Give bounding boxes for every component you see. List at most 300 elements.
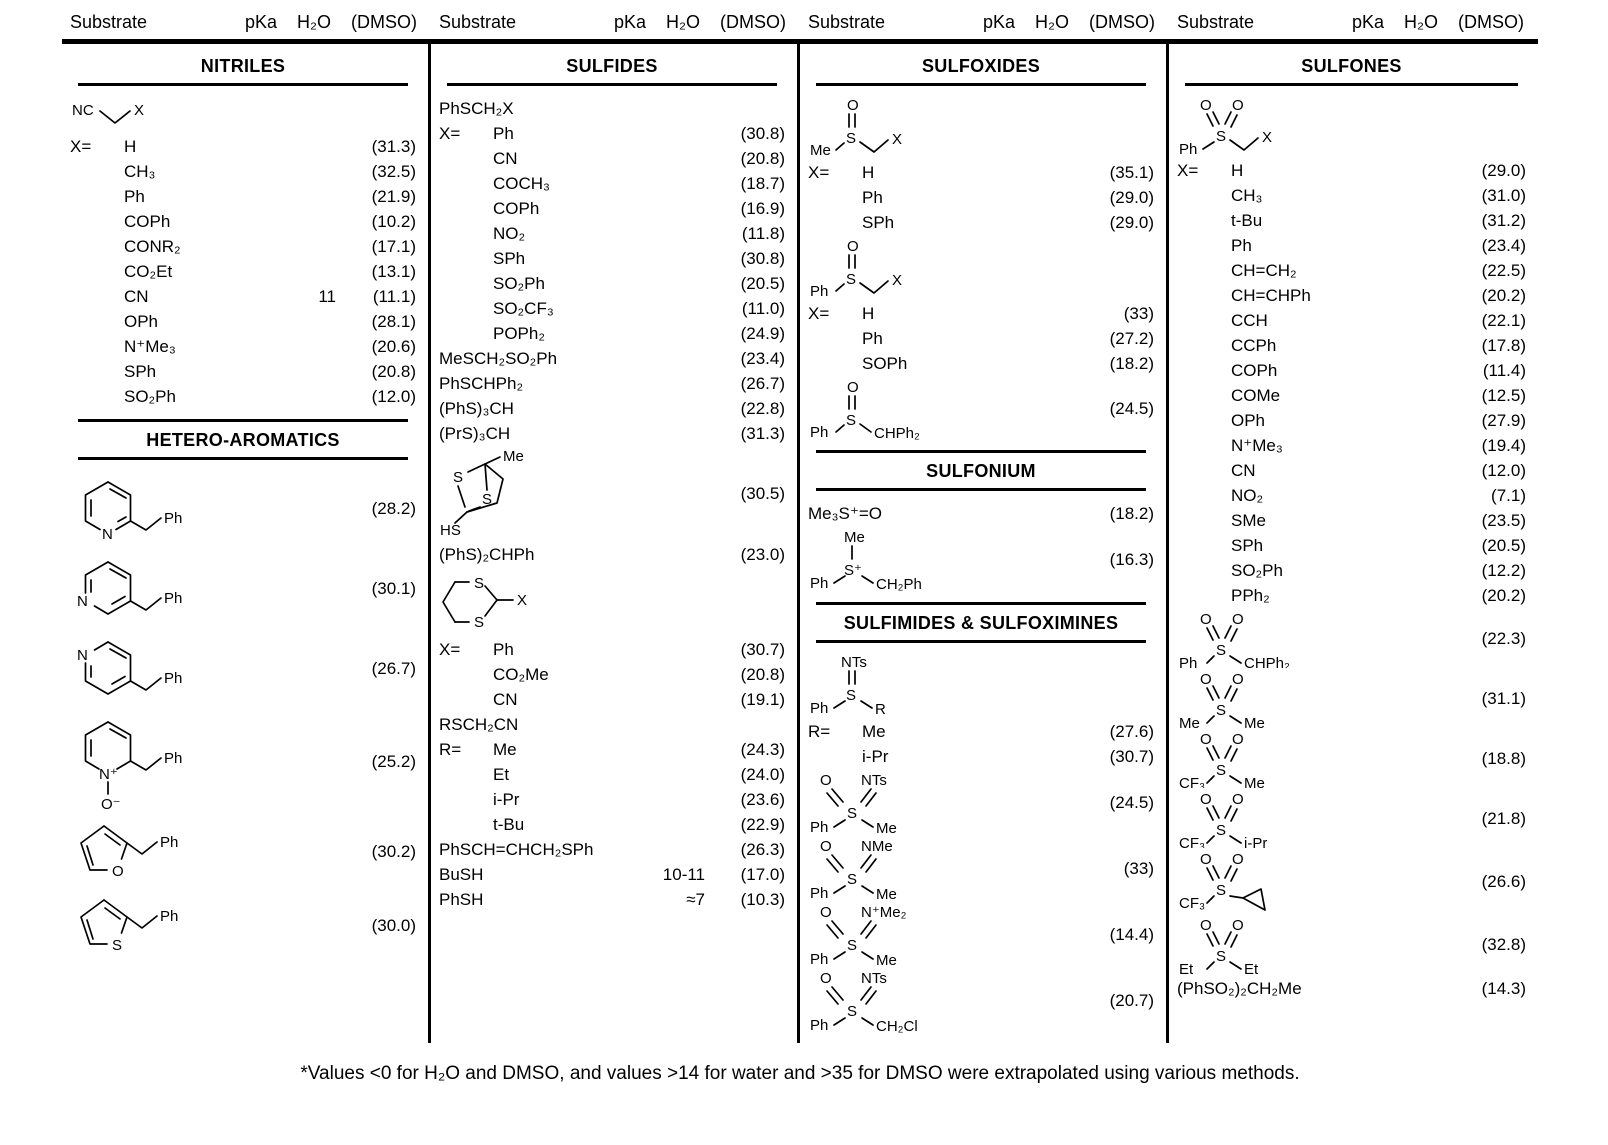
pka-dmso-value: (26.7) bbox=[371, 659, 416, 678]
pyridine-4-benzyl-structure bbox=[70, 630, 220, 708]
pka-dmso-value: (27.9) bbox=[1481, 410, 1526, 430]
bond-line bbox=[1225, 746, 1231, 758]
pka-dmso-value: (20.2) bbox=[1481, 585, 1526, 605]
bond-line bbox=[861, 855, 871, 868]
substrate-header: Substrate bbox=[808, 12, 886, 32]
atom-label: Ph bbox=[810, 283, 829, 299]
section-title: HETERO-AROMATICS bbox=[146, 430, 340, 450]
structure-row bbox=[808, 96, 1154, 158]
atom-label: Me bbox=[503, 448, 524, 465]
section-title: SULFIMIDES & SULFOXIMINES bbox=[843, 613, 1119, 633]
pka-dmso-value: (22.1) bbox=[1481, 310, 1526, 330]
substrate-row bbox=[439, 121, 785, 146]
pka-dmso-value: (24.5) bbox=[1109, 399, 1154, 418]
bond-line bbox=[1213, 686, 1219, 698]
sulfone-structure bbox=[1177, 730, 1367, 788]
structure-row bbox=[808, 969, 1154, 1033]
atom-label: S⁺ bbox=[844, 562, 862, 579]
section-title-rule bbox=[78, 83, 408, 86]
structure-row bbox=[70, 890, 416, 962]
substrate-label: RSCH₂CN bbox=[439, 714, 519, 734]
bond-line bbox=[117, 761, 131, 769]
substrate-row bbox=[808, 351, 1154, 376]
pka-dmso-value: (31.2) bbox=[1481, 210, 1526, 230]
atom-label: X bbox=[134, 102, 145, 119]
atom-label: S bbox=[1216, 948, 1227, 965]
substrate-label: Ph bbox=[862, 187, 883, 207]
substrate-row bbox=[439, 862, 785, 887]
bond-line bbox=[1231, 115, 1237, 127]
pka-dmso-value: (30.7) bbox=[740, 639, 785, 659]
bond-line bbox=[1231, 749, 1237, 761]
bond-line bbox=[1207, 896, 1214, 903]
nitrile-skeleton-structure bbox=[70, 96, 182, 132]
atom-label: Ph bbox=[810, 575, 829, 592]
atom-label: CH₂Ph bbox=[876, 576, 922, 592]
structure-sulfone-zig bbox=[1177, 96, 1380, 156]
substrate-label: CONR₂ bbox=[124, 236, 181, 256]
atom-label: Ph bbox=[164, 590, 183, 607]
structure-sulfoximine bbox=[808, 771, 1008, 835]
substrate-label: SO₂Ph bbox=[493, 273, 545, 293]
pka-dmso-value: (29.0) bbox=[1109, 187, 1154, 207]
atom-label: S bbox=[847, 1003, 858, 1020]
substrate-row bbox=[808, 185, 1154, 210]
substrate-row bbox=[439, 662, 785, 687]
substrate-row bbox=[808, 501, 1154, 526]
substrate-label: CO₂Et bbox=[124, 261, 173, 281]
pka-dmso-value: (24.3) bbox=[740, 739, 785, 759]
atom-label: Ph bbox=[160, 908, 179, 925]
atom-label: O bbox=[1232, 791, 1244, 808]
substrate-row bbox=[1177, 208, 1526, 233]
pka-dmso-value: (11.4) bbox=[1482, 360, 1526, 380]
atom-label: Me bbox=[876, 820, 897, 835]
atom-label: X bbox=[892, 272, 903, 289]
column-header-group-1 bbox=[62, 8, 431, 39]
atom-label: N bbox=[77, 593, 88, 610]
pka-dmso-value: (30.8) bbox=[740, 123, 785, 143]
section-title-rule bbox=[816, 83, 1146, 86]
substrate-row bbox=[439, 221, 785, 246]
pka-dmso-value: (20.7) bbox=[1109, 991, 1154, 1010]
atom-label: S bbox=[1216, 642, 1227, 659]
structure-row bbox=[1177, 96, 1526, 156]
bond-line bbox=[1225, 686, 1231, 698]
bond-line bbox=[836, 425, 844, 432]
atom-label: N bbox=[77, 647, 88, 664]
structure-sulfonium bbox=[808, 528, 1008, 592]
atom-label: S bbox=[112, 937, 123, 954]
structure-sulfoximine bbox=[808, 903, 1008, 967]
substrate-label: CCPh bbox=[1231, 335, 1277, 355]
dmso-header: (DMSO) bbox=[1089, 12, 1155, 32]
structure-sulfone-flat bbox=[1177, 610, 1380, 668]
substrate-label: SPh bbox=[1231, 535, 1264, 555]
atom-label: O bbox=[1200, 671, 1212, 688]
pka-dmso-value: (23.5) bbox=[1481, 510, 1526, 530]
bond-line bbox=[443, 582, 455, 622]
pka-dmso-value: (11.1) bbox=[372, 286, 416, 306]
bond-line bbox=[485, 586, 497, 600]
bond-line bbox=[468, 464, 485, 472]
bond-line bbox=[1213, 112, 1219, 124]
atom-label: O bbox=[112, 863, 124, 880]
bond-line bbox=[86, 642, 131, 694]
pka-dmso-value: (18.2) bbox=[1109, 503, 1154, 523]
atom-label: Ph bbox=[810, 1017, 829, 1033]
atom-label: CHPh₂ bbox=[1244, 655, 1290, 668]
bond-line bbox=[836, 143, 844, 150]
substrate-row bbox=[808, 160, 1154, 185]
pka-dmso-value: (11.8) bbox=[741, 223, 785, 243]
pka-dmso-value: (17.1) bbox=[371, 236, 416, 256]
bond-line bbox=[1213, 746, 1219, 758]
bond-line bbox=[127, 916, 157, 928]
pka-dmso-value: (31.1) bbox=[1481, 689, 1526, 708]
substrate-row bbox=[70, 159, 416, 184]
atom-label: S bbox=[474, 575, 485, 592]
sulfone-structure bbox=[1177, 670, 1367, 728]
atom-label: Ph bbox=[810, 424, 829, 440]
bond-line bbox=[834, 1018, 845, 1025]
substrate-label: Et bbox=[493, 764, 510, 784]
atom-label: Me bbox=[876, 952, 897, 967]
substrate-label: SO₂Ph bbox=[124, 386, 176, 406]
substrate-label: PhSCHPh₂ bbox=[439, 373, 524, 393]
atom-label: N⁺Me₂ bbox=[861, 904, 907, 921]
pka-dmso-value: (20.5) bbox=[1481, 535, 1526, 555]
pka-dmso-value: (22.3) bbox=[1481, 629, 1526, 648]
bond-line bbox=[860, 281, 888, 293]
atom-label: CF₃ bbox=[1179, 895, 1206, 912]
pka-dmso-value: (33) bbox=[1123, 859, 1154, 878]
substrate-row bbox=[439, 737, 785, 762]
substrate-row bbox=[70, 334, 416, 359]
bond-line bbox=[1213, 866, 1219, 878]
pka-h2o-value: ≈7 bbox=[686, 889, 705, 909]
substrate-label: N⁺Me₃ bbox=[124, 336, 176, 356]
table-column-3 bbox=[800, 44, 1169, 1043]
atom-label: NTs bbox=[861, 772, 887, 789]
pyridine-3-benzyl-structure bbox=[70, 550, 220, 628]
bond-line bbox=[86, 562, 109, 593]
pka-dmso-value: (18.7) bbox=[740, 173, 785, 193]
pka-dmso-value: (29.0) bbox=[1481, 160, 1526, 180]
substrate-label: CH=CH₂ bbox=[1231, 260, 1297, 280]
pka-dmso-value: (22.9) bbox=[740, 814, 785, 834]
atom-label: R bbox=[875, 701, 886, 717]
bond-line bbox=[866, 793, 876, 806]
substrate-label: PhSCH=CHCH₂SPh bbox=[439, 839, 594, 859]
structure-row bbox=[808, 237, 1154, 299]
bicyclic-dithiane-structure bbox=[439, 448, 589, 540]
bond-line bbox=[112, 677, 125, 685]
atom-label: S bbox=[1216, 128, 1227, 145]
substrate-label: COCH₃ bbox=[493, 173, 550, 193]
bond-line bbox=[861, 789, 871, 802]
substrate-row bbox=[439, 542, 785, 567]
substrate-label: Ph bbox=[862, 328, 883, 348]
pka-header: pKa bbox=[613, 12, 646, 32]
pka-dmso-value: (21.8) bbox=[1481, 809, 1526, 828]
pka-dmso-value: (13.1) bbox=[371, 261, 416, 281]
section-nitriles bbox=[70, 48, 416, 409]
substrate-header: Substrate bbox=[439, 12, 517, 32]
atom-label: O⁻ bbox=[101, 796, 121, 813]
pka-dmso-value: (12.2) bbox=[1481, 560, 1526, 580]
column-header-group-2 bbox=[431, 8, 800, 39]
bond-line bbox=[1231, 629, 1237, 641]
substrate-row bbox=[439, 171, 785, 196]
section-sulfonium bbox=[808, 450, 1154, 592]
structure-pyridine-3-benzyl bbox=[70, 550, 270, 628]
atom-label: Me bbox=[844, 529, 865, 546]
substrate-label: (PhS)₃CH bbox=[439, 398, 514, 418]
substrate-row bbox=[1177, 308, 1526, 333]
substrate-row bbox=[439, 246, 785, 271]
substrate-label: (PhS)₂CHPh bbox=[439, 544, 535, 564]
pka-dmso-value: (12.0) bbox=[371, 386, 416, 406]
pka-dmso-value: (33) bbox=[1123, 303, 1154, 323]
structure-row bbox=[439, 448, 785, 540]
structure-bicyclo-dithiane bbox=[439, 448, 639, 540]
atom-label: CF₃ bbox=[1179, 835, 1206, 848]
bond-line bbox=[1230, 138, 1258, 150]
substrate-row bbox=[439, 837, 785, 862]
substrate-row bbox=[70, 209, 416, 234]
five-membered-heteroaryl-benzyl-structure bbox=[70, 816, 220, 888]
pka-dmso-value: (23.0) bbox=[740, 544, 785, 564]
atom-label: S bbox=[1216, 822, 1227, 839]
atom-label: O bbox=[1200, 791, 1212, 808]
dithiane-x-structure bbox=[439, 569, 564, 635]
atom-label: S bbox=[847, 871, 858, 888]
substrate-label: Ph bbox=[1231, 235, 1252, 255]
atom-label: CF₃ bbox=[1179, 775, 1206, 788]
structure-row bbox=[1177, 610, 1526, 668]
pka-dmso-value: (20.8) bbox=[740, 664, 785, 684]
column-headers-row bbox=[62, 8, 1538, 39]
substrate-label: i-Pr bbox=[493, 789, 520, 809]
substrate-label: SPh bbox=[493, 248, 526, 268]
bond-line bbox=[1225, 866, 1231, 878]
substrate-label: PPh₂ bbox=[1231, 585, 1270, 605]
atom-label: Ph bbox=[164, 750, 183, 767]
bond-line bbox=[485, 464, 487, 490]
substrate-label: Me bbox=[862, 721, 886, 741]
substrate-label: i-Pr bbox=[862, 746, 889, 766]
bond-line bbox=[1213, 626, 1219, 638]
row-prefix: X= bbox=[70, 136, 92, 156]
bond-line bbox=[862, 952, 873, 959]
atom-label: Ph bbox=[164, 670, 183, 687]
substrate-row bbox=[439, 296, 785, 321]
substrate-label: CN bbox=[493, 689, 518, 709]
atom-label: S bbox=[847, 937, 858, 954]
substrate-row bbox=[439, 196, 785, 221]
pka-dmso-value: (30.0) bbox=[371, 916, 416, 935]
substrate-row bbox=[808, 326, 1154, 351]
substrate-label: Me₃S⁺=O bbox=[808, 503, 883, 523]
bond-line bbox=[86, 482, 109, 530]
bond-line bbox=[866, 991, 876, 1004]
atom-label: O bbox=[1200, 97, 1212, 114]
section-title-rule bbox=[447, 83, 777, 86]
atom-label: O bbox=[1232, 851, 1244, 868]
sulfilimine-structure bbox=[808, 653, 978, 717]
bond-line bbox=[118, 517, 126, 522]
sulfone-structure bbox=[1177, 790, 1367, 848]
h2o-header: H₂O bbox=[297, 12, 331, 32]
atom-label: Me bbox=[810, 142, 831, 158]
atom-label: N bbox=[102, 526, 113, 543]
pka-dmso-value: (30.5) bbox=[740, 484, 785, 503]
substrate-label: PhSH bbox=[439, 889, 484, 909]
pka-dmso-value: (10.2) bbox=[371, 211, 416, 231]
pka-dmso-value: (23.6) bbox=[740, 789, 785, 809]
bond-line bbox=[1230, 896, 1243, 898]
bond-line bbox=[1225, 112, 1231, 124]
structure-sulfoximine bbox=[808, 969, 1008, 1033]
bond-line bbox=[1230, 962, 1241, 969]
bond-line bbox=[485, 457, 500, 464]
atom-label: S bbox=[453, 469, 464, 486]
sulfoxide-ch2x-structure bbox=[808, 237, 973, 299]
substrate-label: OPh bbox=[124, 311, 159, 331]
pka-dmso-value: (27.6) bbox=[1109, 721, 1154, 741]
bond-line bbox=[1230, 836, 1241, 843]
atom-label: NC bbox=[72, 102, 94, 119]
section-hetero-aromatics bbox=[70, 419, 416, 962]
atom-label: S bbox=[474, 614, 485, 631]
substrate-label: MeSCH₂SO₂Ph bbox=[439, 348, 558, 368]
substrate-row bbox=[1177, 433, 1526, 458]
bond-line bbox=[861, 921, 871, 934]
substrate-label: H bbox=[1231, 160, 1244, 180]
section-title: NITRILES bbox=[200, 56, 286, 76]
pka-dmso-value: (24.0) bbox=[740, 764, 785, 784]
pka-dmso-value: (26.6) bbox=[1481, 872, 1526, 891]
substrate-label: CCH bbox=[1231, 310, 1268, 330]
bond-line bbox=[1225, 806, 1231, 818]
substrate-label: Ph bbox=[493, 123, 514, 143]
structure-pyridine-n-oxide-2-benzyl bbox=[70, 710, 270, 814]
substrate-label: H bbox=[124, 136, 137, 156]
substrate-row bbox=[808, 301, 1154, 326]
atom-label: HS bbox=[440, 522, 461, 539]
atom-label: O bbox=[1232, 611, 1244, 628]
section-sulfimides-sulfoximines bbox=[808, 602, 1154, 1033]
substrate-row bbox=[439, 96, 785, 121]
structure-pyridine-4-benzyl bbox=[70, 630, 270, 708]
sulfonium-structure bbox=[808, 528, 978, 592]
bond-line bbox=[862, 820, 873, 827]
structure-row bbox=[808, 378, 1154, 440]
substrate-label: COPh bbox=[1231, 360, 1278, 380]
substrate-label: SO₂Ph bbox=[1231, 560, 1283, 580]
bond-line bbox=[1207, 716, 1214, 723]
substrate-header: Substrate bbox=[1177, 12, 1255, 32]
substrate-label: SMe bbox=[1231, 510, 1266, 530]
bond-line bbox=[834, 701, 845, 708]
bond-line bbox=[108, 482, 131, 521]
structure-sulfilimine bbox=[808, 653, 1008, 717]
substrate-label: OPh bbox=[1231, 410, 1266, 430]
substrate-row bbox=[70, 309, 416, 334]
substrate-row bbox=[70, 359, 416, 384]
structure-row bbox=[808, 771, 1154, 835]
bond-line bbox=[834, 886, 845, 893]
bond-line bbox=[1207, 934, 1213, 946]
section-title: SULFONIUM bbox=[926, 461, 1036, 481]
section-title: SULFONES bbox=[1301, 56, 1402, 76]
structure-sulfone-flat bbox=[1177, 916, 1380, 974]
section-title: SULFOXIDES bbox=[921, 56, 1040, 76]
sulfone-ch2x-structure bbox=[1177, 96, 1347, 156]
sulfone-structure bbox=[1177, 610, 1367, 668]
section-sulfides bbox=[439, 48, 785, 912]
structure-sulfone-cyclopropyl bbox=[1177, 850, 1380, 914]
dmso-header: (DMSO) bbox=[1458, 12, 1524, 32]
atom-label: O bbox=[1232, 97, 1244, 114]
structure-row bbox=[808, 528, 1154, 592]
pka-dmso-value: (14.4) bbox=[1109, 925, 1154, 944]
bond-line bbox=[1207, 688, 1213, 700]
substrate-label: Me bbox=[493, 739, 517, 759]
pka-dmso-value: (31.3) bbox=[740, 423, 785, 443]
bond-line bbox=[1207, 628, 1213, 640]
row-prefix: X= bbox=[1177, 160, 1199, 180]
substrate-row bbox=[439, 637, 785, 662]
pka-dmso-value: (32.8) bbox=[1481, 935, 1526, 954]
atom-label: X bbox=[892, 131, 903, 148]
pka-dmso-value: (10.3) bbox=[740, 889, 785, 909]
atom-label: Ph bbox=[160, 834, 179, 851]
sulfoxide-structure bbox=[808, 378, 978, 440]
substrate-label: CN bbox=[1231, 460, 1256, 480]
substrate-row bbox=[439, 762, 785, 787]
bond-line bbox=[1213, 932, 1219, 944]
bond-line bbox=[1207, 776, 1214, 783]
substrate-row bbox=[439, 396, 785, 421]
atom-label: Me bbox=[1244, 715, 1265, 728]
atom-label: X bbox=[517, 592, 528, 609]
h2o-header: H₂O bbox=[1404, 12, 1438, 32]
atom-label: CH₂Cl bbox=[876, 1018, 918, 1033]
atom-label: NMe bbox=[861, 838, 893, 855]
substrate-row bbox=[70, 259, 416, 284]
atom-label: O bbox=[1200, 851, 1212, 868]
row-prefix: X= bbox=[808, 162, 830, 182]
pka-dmso-value: (26.7) bbox=[740, 373, 785, 393]
atom-label: S bbox=[847, 805, 858, 822]
bond-line bbox=[485, 600, 497, 616]
atom-label: N⁺ bbox=[99, 766, 118, 783]
pka-dmso-value: (24.5) bbox=[1109, 793, 1154, 812]
bond-line bbox=[1231, 935, 1237, 947]
atom-label: O bbox=[1200, 917, 1212, 934]
pka-dmso-value: (32.5) bbox=[371, 161, 416, 181]
bond-line bbox=[1231, 869, 1237, 881]
bond-line bbox=[866, 859, 876, 872]
bond-line bbox=[127, 842, 157, 854]
pka-dmso-value: (35.1) bbox=[1109, 162, 1154, 182]
bond-line bbox=[860, 140, 888, 152]
substrate-row bbox=[1177, 258, 1526, 283]
sulfone-structure bbox=[1177, 916, 1367, 974]
bond-line bbox=[86, 722, 109, 769]
